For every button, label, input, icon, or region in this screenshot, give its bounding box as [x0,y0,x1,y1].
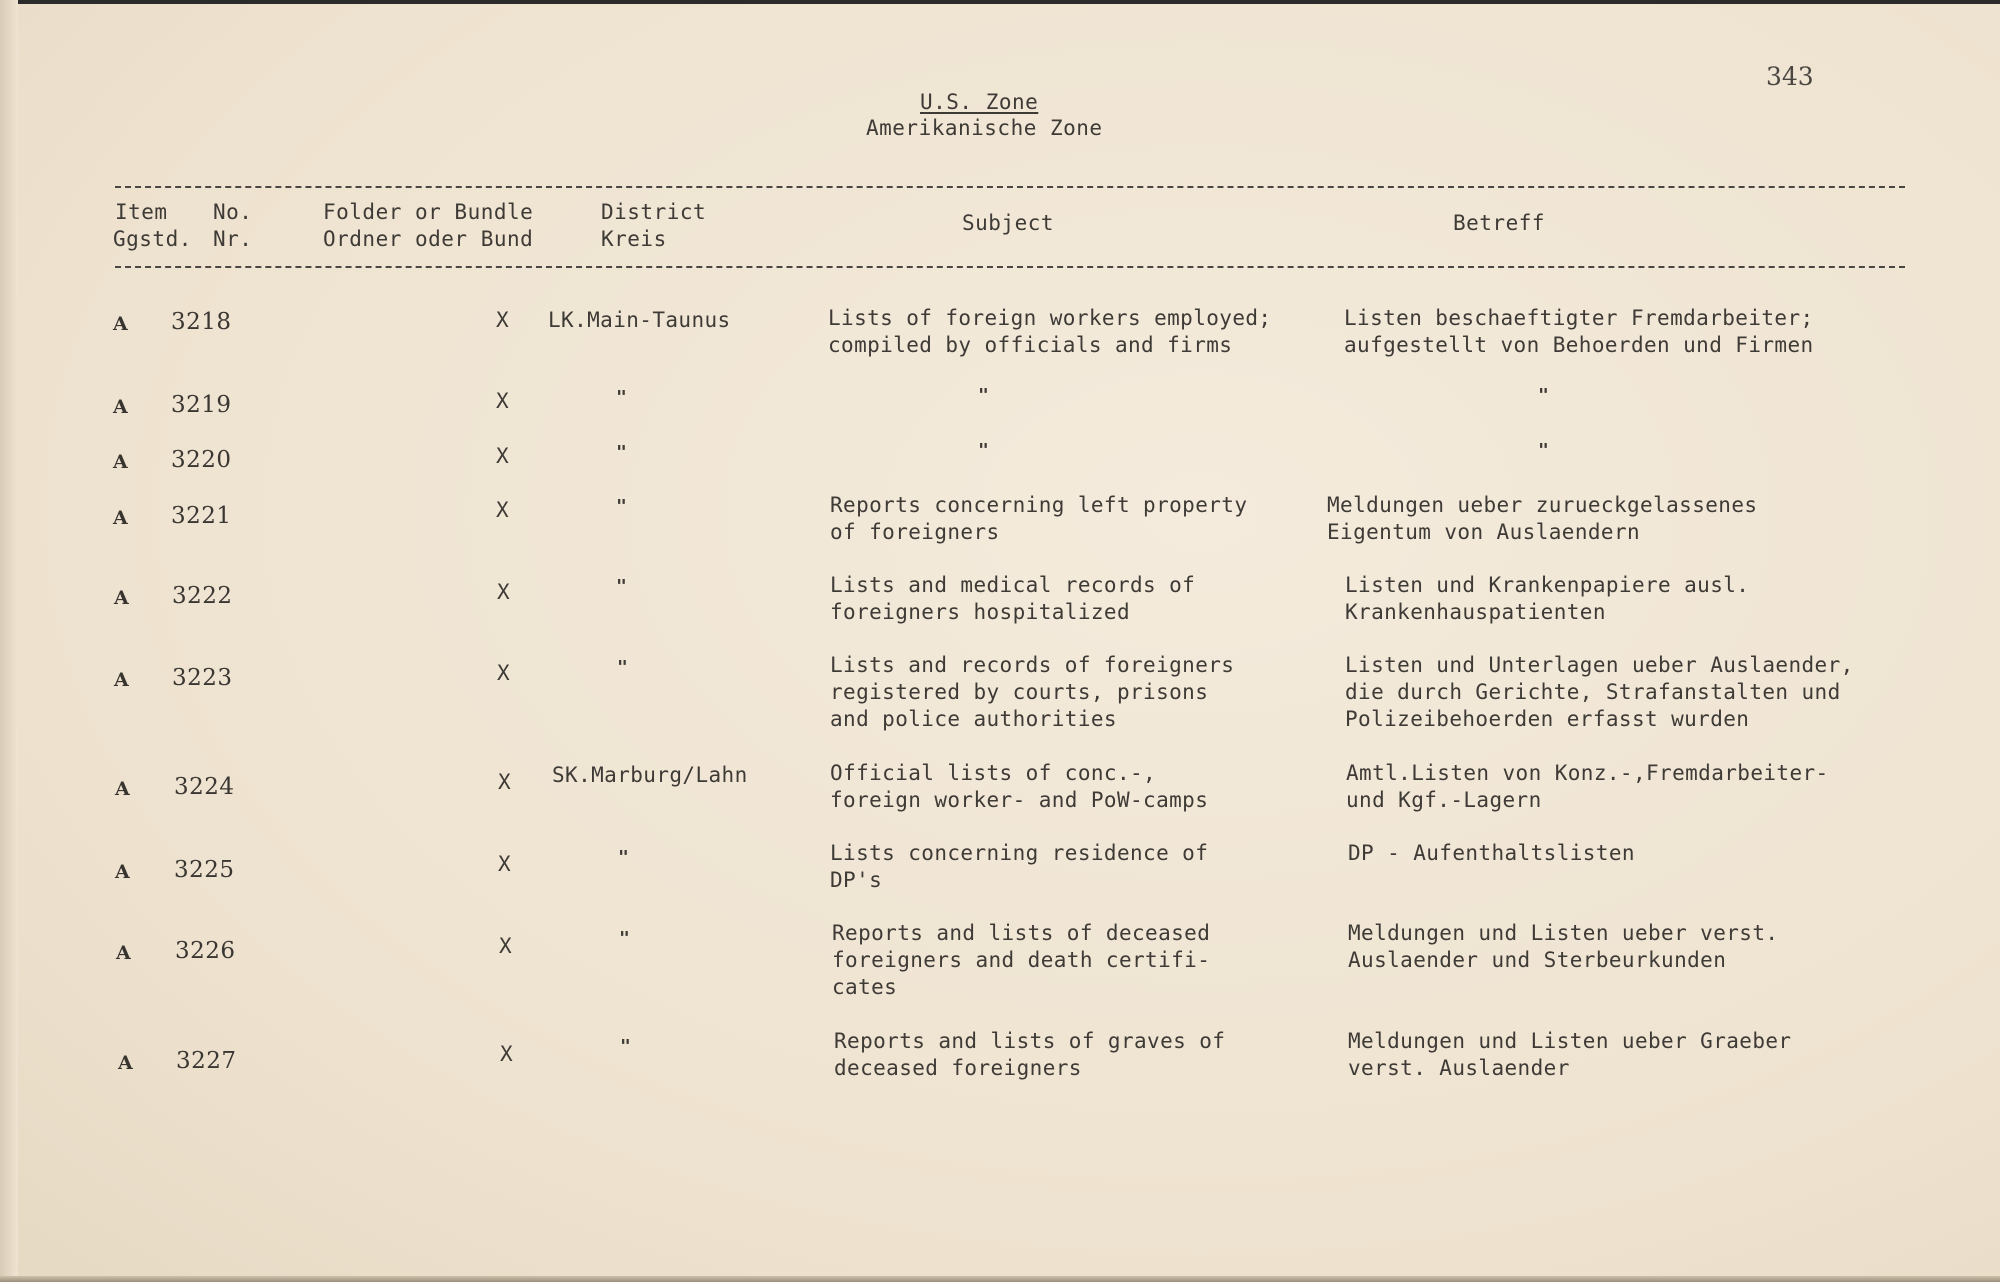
row-betreff: Meldungen und Listen ueber verst. Auslaender und Sterbeurkunden [1348,921,1779,972]
row-district-ditto: " [616,442,628,463]
row-subject-ditto: " [978,440,990,461]
header-bottom-rule [115,266,1905,268]
row-code: A [118,1052,134,1074]
header-subject: Subject [962,211,1055,235]
row-district-ditto: " [619,928,631,949]
row-district-ditto: " [616,387,628,408]
row-district-ditto: " [617,657,629,678]
row-number: 3218 [171,309,232,335]
row-district-ditto: " [616,496,628,517]
row-district-ditto: " [618,847,630,868]
header-item: Item [115,200,168,224]
row-folder: X [498,770,512,794]
row-number: 3225 [174,857,235,883]
row-folder: X [500,1042,514,1066]
row-number: 3223 [172,665,233,691]
row-betreff-ditto: " [1538,385,1550,406]
row-betreff: Meldungen ueber zurueckgelassenes Eigentum von Auslaendern [1327,493,1758,544]
header-ggstd: Ggstd. [113,227,192,251]
header-no: No. [213,200,253,224]
header-top-rule [115,186,1905,188]
row-code: A [114,587,130,609]
row-number: 3224 [174,774,235,800]
row-subject: Reports concerning left property of foreigners [830,493,1248,544]
zone-title: U.S. Zone [920,90,1039,114]
row-folder: X [496,308,510,332]
row-number: 3227 [176,1048,237,1074]
row-subject-ditto: " [978,385,990,406]
scan-top-edge [0,0,2000,4]
row-betreff: Listen beschaeftigter Fremdarbeiter; aufgestellt von Behoerden und Firmen [1344,306,1814,357]
row-folder: X [496,498,510,522]
row-number: 3220 [171,447,232,473]
row-district: LK.Main-Taunus [548,308,731,332]
row-district: SK.Marburg/Lahn [552,763,748,787]
row-folder: X [497,661,511,685]
row-subject: Lists and medical records of foreigners hospitalized [830,573,1196,624]
row-number: 3221 [171,503,232,529]
row-subject: Lists of foreign workers employed; compiled by officials and firms [828,306,1272,357]
row-betreff: DP - Aufenthaltslisten [1348,841,1635,865]
row-number: 3219 [171,392,232,418]
scan-left-edge [0,0,18,1282]
row-betreff: Meldungen und Listen ueber Graeber verst. Auslaender [1348,1029,1792,1080]
row-number: 3226 [175,938,236,964]
row-folder: X [496,389,510,413]
row-betreff-ditto: " [1538,440,1550,461]
row-district-ditto: " [620,1036,632,1057]
row-folder: X [499,934,513,958]
row-subject: Reports and lists of graves of deceased foreigners [834,1029,1226,1080]
row-subject: Lists and records of foreigners registered by courts, prisons and police authorities [830,653,1235,731]
row-folder: X [498,852,512,876]
header-betreff: Betreff [1453,211,1546,235]
row-code: A [114,669,130,691]
row-subject: Official lists of conc.-, foreign worker- and PoW-camps [830,761,1209,812]
row-number: 3222 [172,583,233,609]
zone-subtitle: Amerikanische Zone [866,116,1103,140]
row-district-ditto: " [616,576,628,597]
row-betreff: Amtl.Listen von Konz.-,Fremdarbeiter- und Kgf.-Lagern [1346,761,1829,812]
header-district: District [601,200,707,224]
row-subject: Reports and lists of deceased foreigners and death certifi- cates [832,921,1211,999]
header-nr: Nr. [213,227,253,251]
header-folder: Folder or Bundle [323,200,534,224]
header-ordner: Ordner oder Bund [323,227,534,251]
row-betreff: Listen und Unterlagen ueber Auslaender, die durch Gerichte, Strafanstalten und Polizeibehoerden erfasst wurden [1345,653,1854,731]
row-folder: X [497,580,511,604]
row-code: A [113,313,129,335]
row-code: A [115,778,131,800]
header-kreis: Kreis [601,227,667,251]
page-number: 343 [1766,62,1814,91]
row-betreff: Listen und Krankenpapiere ausl. Krankenhauspatienten [1345,573,1750,624]
row-code: A [116,942,132,964]
row-code: A [113,396,129,418]
row-code: A [115,861,131,883]
row-code: A [113,507,129,529]
scan-bottom-edge [0,1276,2000,1282]
row-code: A [113,451,129,473]
row-subject: Lists concerning residence of DP's [830,841,1209,892]
row-folder: X [496,444,510,468]
